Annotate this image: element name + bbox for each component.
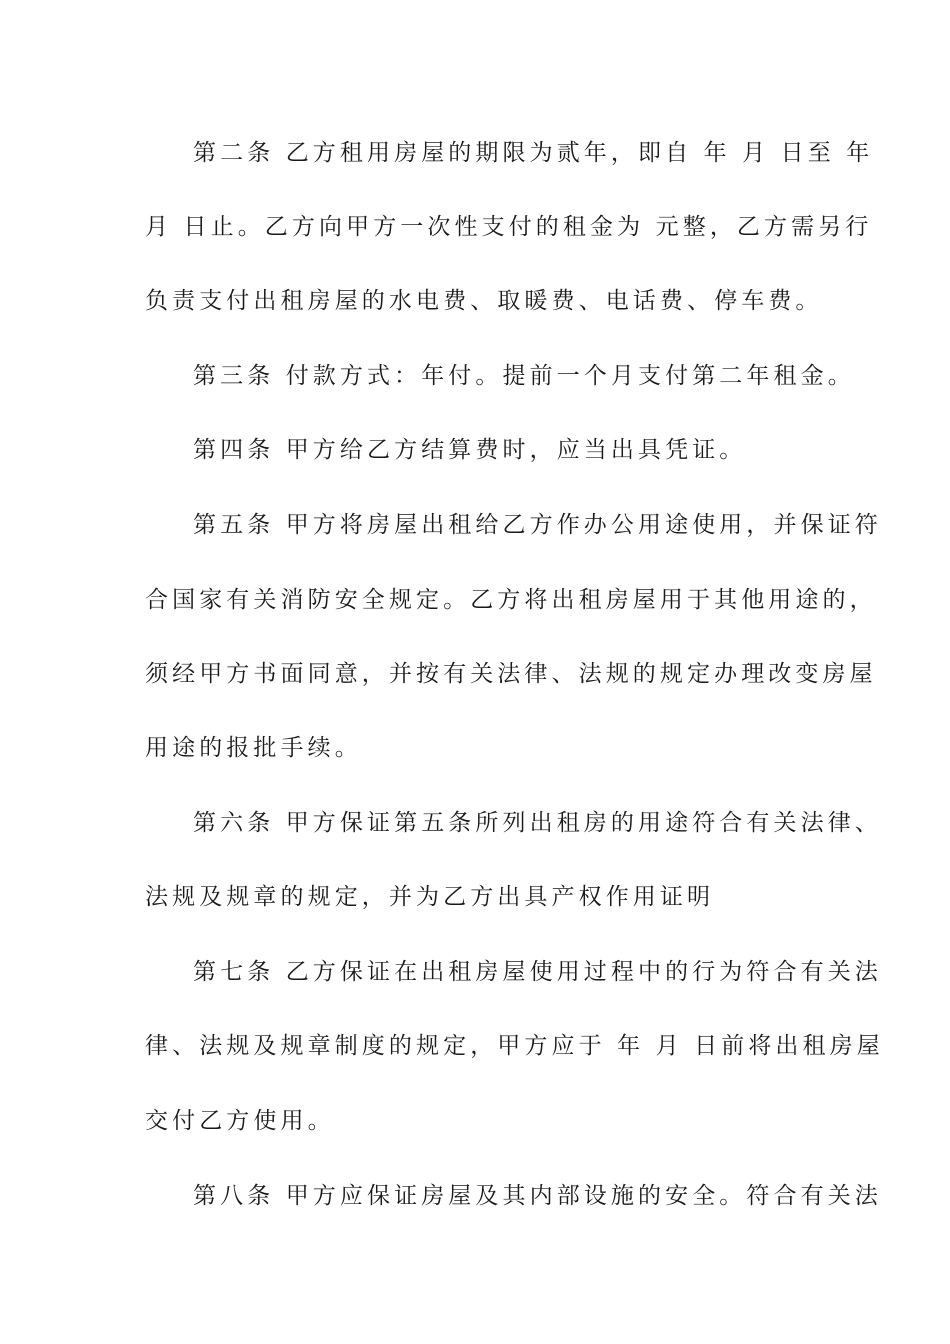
text-line: 交付乙方使用。 <box>145 1108 335 1134</box>
text-line: 第七条 乙方保证在出租房屋使用过程中的行为符合有关法 <box>193 959 882 985</box>
text-line: 用途的报批手续。 <box>145 735 362 761</box>
text-line: 合国家有关消防安全规定。乙方将出租房屋用于其他用途的， <box>145 587 877 613</box>
text-line: 第二条 乙方租用房屋的期限为贰年，即自 年 月 日至 年 <box>193 140 874 166</box>
text-line: 第六条 甲方保证第五条所列出租房的用途符合有关法律、 <box>193 810 882 836</box>
text-line: 负责支付出租房屋的水电费、取暖费、电话费、停车费。 <box>145 288 823 314</box>
text-line: 第八条 甲方应保证房屋及其内部设施的安全。符合有关法 <box>193 1183 882 1209</box>
text-line: 法规及规章的规定，并为乙方出具产权作用证明 <box>145 884 715 910</box>
text-line: 律、法规及规章制度的规定，甲方应于 年 月 日前将出租房屋 <box>145 1033 884 1059</box>
text-line: 月 日止。乙方向甲方一次性支付的租金为 元整，乙方需另行 <box>145 214 873 240</box>
text-line: 第五条 甲方将房屋出租给乙方作办公用途使用，并保证符 <box>193 512 882 538</box>
text-line: 第四条 甲方给乙方结算费时，应当出具凭证。 <box>193 437 747 463</box>
text-line: 第三条 付款方式：年付。提前一个月支付第二年租金。 <box>193 363 855 389</box>
text-line: 须经甲方书面同意，并按有关法律、法规的规定办理改变房屋 <box>145 661 877 687</box>
